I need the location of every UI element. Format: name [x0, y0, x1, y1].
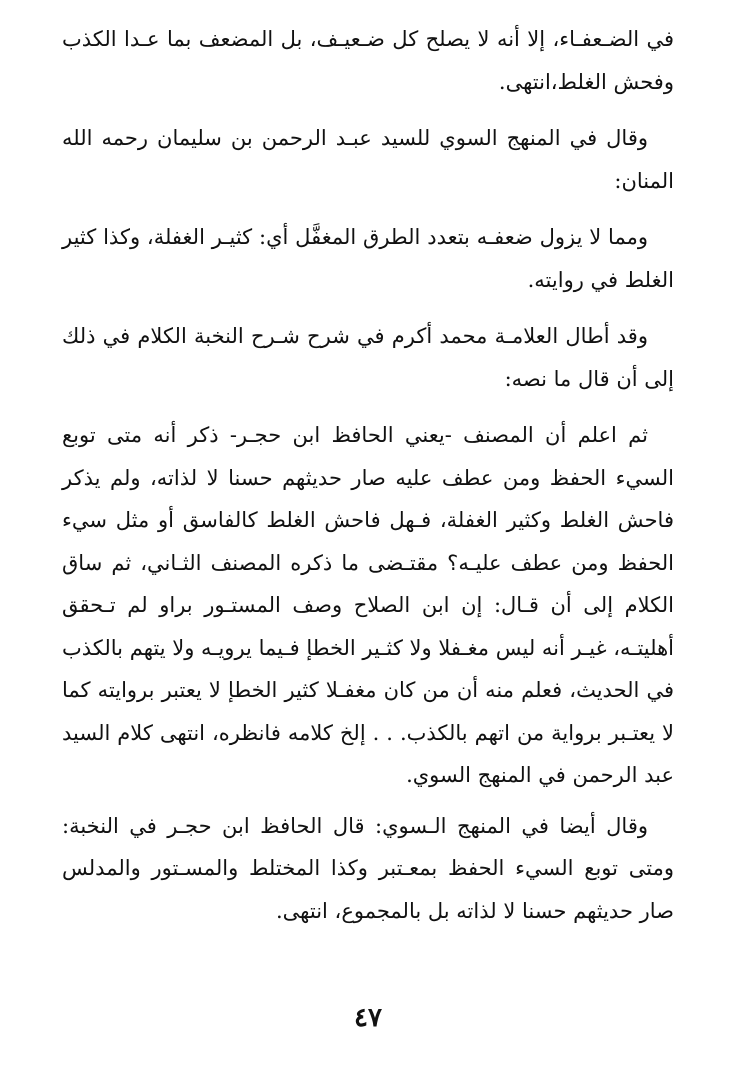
paragraph-1: في الضـعفـاء، إلا أنه لا يصلح كل ضـعيـف، بل المضعف بما عـدا الكذب وفحش الغلط،انتهى.	[62, 27, 674, 94]
paragraph-5-quote: ثم اعلم أن المصنف -يعني الحافظ ابن حجـر- ذكر أنه متى توبع السيء الحفظ ومن عطف عليه صار حديثهم حسنا لا لذاته، ولم يذكر فاحش الغلط وكثير الغفلة، فـهل فاحش الغلط كالفاسق أو مثل سيء الحفظ ومن عطف عليـه؟ مقتـضى ما ذكره المصنف الثـاني، ثم ساق الكلام إلى أن قـال: إن ابن الصلاح وصف المستـور براو لم تـحقق أهليتـه، غيـر أنه ليس مغـفلا ولا كثـير الخطإ فـيما يرويـه ولا يتهم بالكذب في الحديث، فعلم منه أن من كان مغفـلا كثير الخطإ لا يعتبر بروايته كما لا يعتـبر برواية من اتهم بالكذب. . . إلخ كلامه فانظره، انتهى كلام السيد عبد الرحمن في المنهج السوي.	[62, 423, 674, 787]
paragraph-6: وقال أيضا في المنهج الـسوي: قال الحافظ ابن حجـر في النخبة: ومتى توبع السيء الحفظ بمعـتبر وكذا المختلط والمسـتور والمدلس صار حديثهم حسنا لا لذاته بل بالمجموع، انتهى.	[62, 813, 674, 923]
paragraph-2: وقال في المنهج السوي للسيد عبـد الرحمن بن سليمان رحمه الله المنان:	[62, 126, 674, 193]
paragraph-3: ومما لا يزول ضعفـه بتعدد الطرق المغفَّل أي: كثيـر الغفلة، وكذا كثير الغلط في روايته.	[62, 225, 674, 292]
page-body	[62, 18, 674, 932]
paragraph-4: وقد أطال العلامـة محمد أكرم في شرح شـرح النخبة الكلام في ذلك إلى أن قال ما نصه:	[62, 324, 674, 391]
page-number: ٤٧	[354, 1003, 382, 1033]
